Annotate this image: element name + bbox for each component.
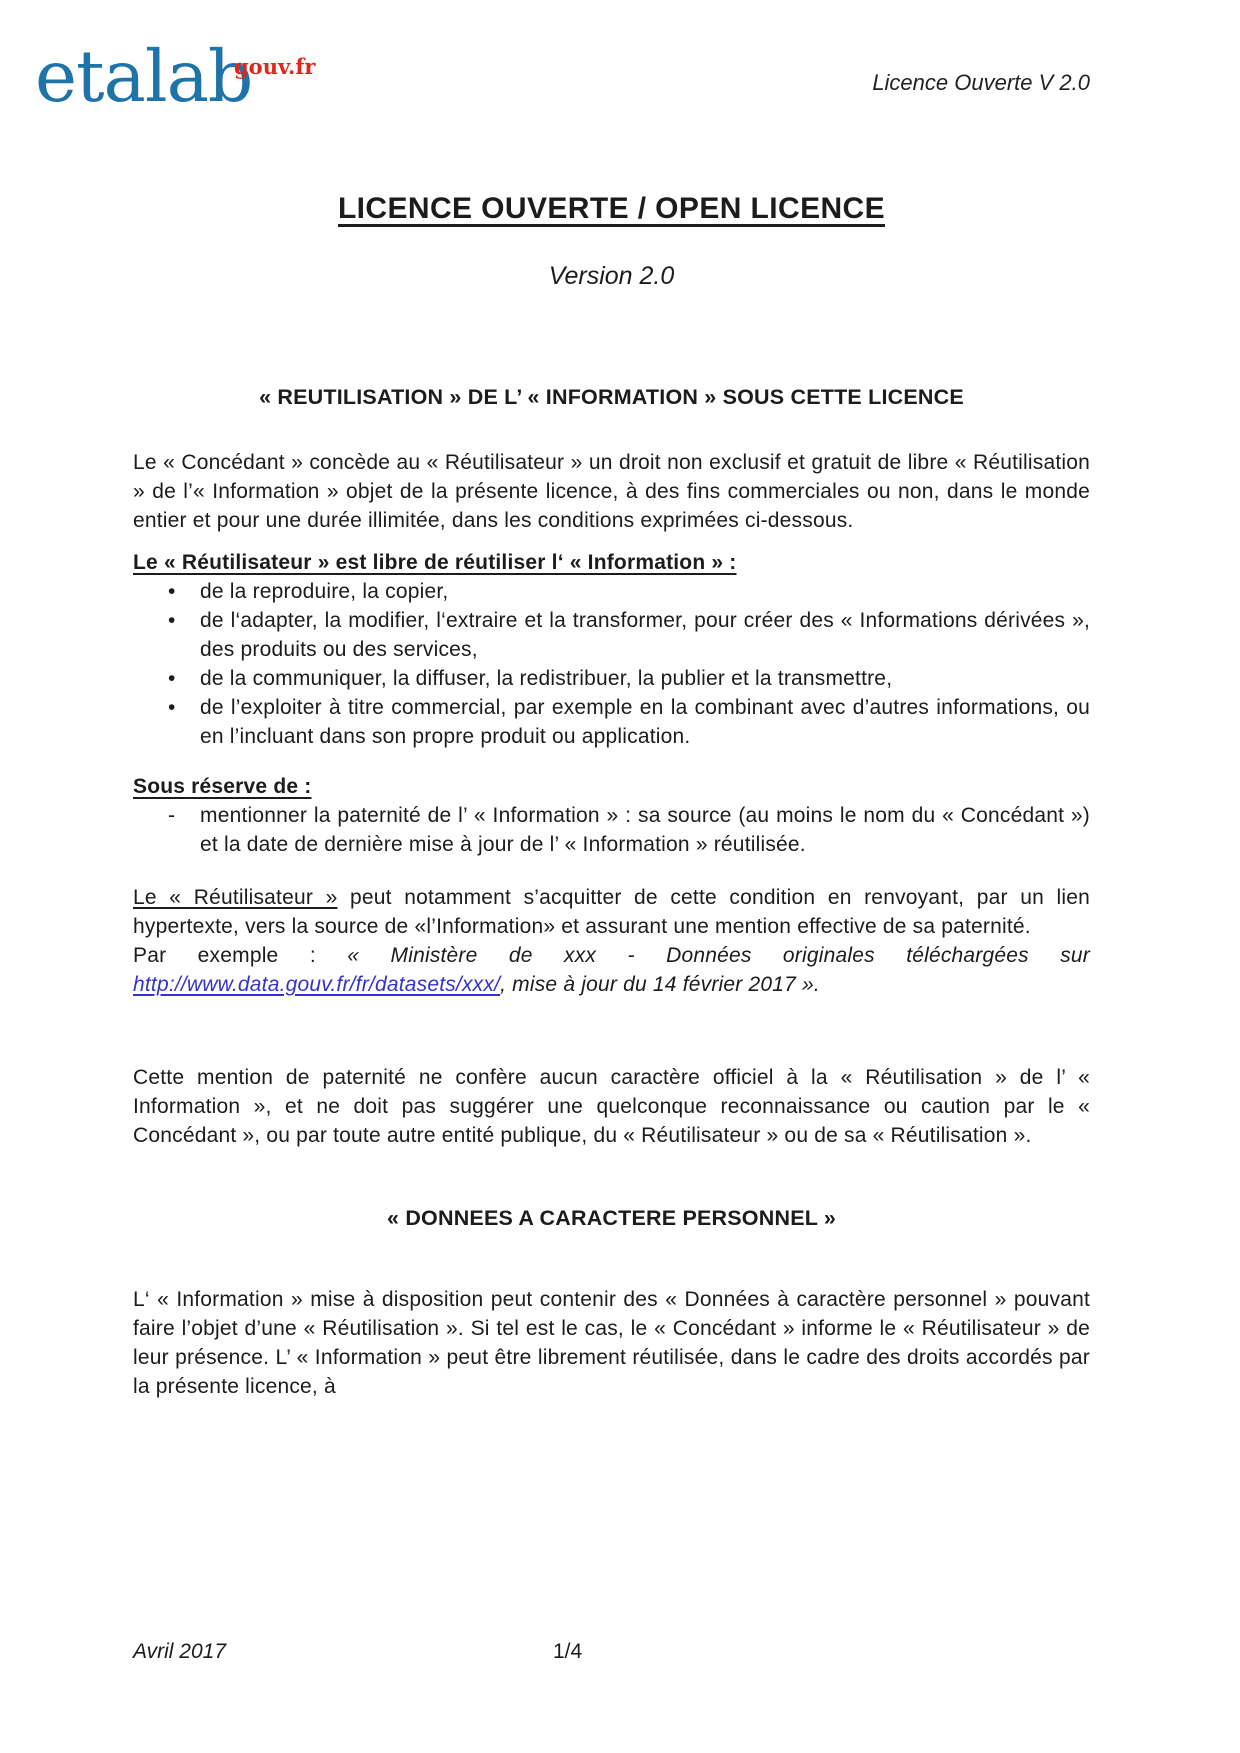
list-item-text: • de la communiquer, la diffuser, la redistribuer, la publier et la transmettre, — [200, 667, 893, 690]
intro-paragraph: Le « Concédant » concède au « Réutilisateur » un droit non exclusif et gratuit de libre « Réutilisation » de l’« Information » objet de la présente licence, à des fins commerciales ou non, dans le monde entier et pour une durée illimitée, dans les conditions exprimées ci-dessous. — [133, 451, 1090, 532]
reserve-list — [133, 801, 1090, 859]
footer-page-number: 1/4 — [553, 1640, 583, 1663]
text-segment: « Ministère de xxx - Données originales téléchargées sur — [347, 944, 1090, 967]
text-segment: peut notamment s’acquitter de cette condition en renvoyant, par un lien hypertexte, vers la source de «l’Information» et assurant une mention effective de sa paternité. — [133, 886, 1090, 938]
list-item — [133, 693, 1090, 751]
etalab-logo — [35, 35, 316, 140]
text-segment: Le « Réutilisateur » — [133, 886, 338, 909]
list-item-text: • de la reproduire, la copier, — [200, 580, 449, 603]
list-item — [133, 606, 1090, 664]
example-paragraph — [133, 941, 1090, 999]
text-segment: , mise à jour du 14 février 2017 ». — [500, 973, 820, 996]
reserve-heading: Sous réserve de : — [133, 775, 312, 798]
document-subtitle: Version 2.0 — [548, 262, 675, 290]
etalab-logo-gouvfr-text: gouv.fr — [234, 54, 316, 79]
free-use-heading: Le « Réutilisateur » est libre de réutiliser l‘ « Information » : — [133, 551, 737, 574]
free-use-list — [133, 577, 1090, 751]
donnees-paragraph: L‘ « Information » mise à disposition peut contenir des « Données à caractère personnel » pouvant faire l’objet d’une « Réutilisation ». Si tel est le cas, le « Concédant » informe le « Réutilisateur » de leur présence. L’ « Information » peut être librement réutilisée, dans le cadre des droits accordés par la présente licence, à — [133, 1288, 1090, 1398]
header-document-version: Licence Ouverte V 2.0 — [872, 70, 1090, 95]
list-item — [133, 801, 1090, 859]
document-title: LICENCE OUVERTE / OPEN LICENCE — [337, 192, 886, 225]
page-header — [0, 0, 1240, 140]
list-item — [133, 577, 1090, 606]
list-item — [133, 664, 1090, 693]
list-item-text: • de l’exploiter à titre commercial, par exemple en la combinant avec d’autres informations, ou en l’incluant dans son propre produit ou application. — [200, 696, 1090, 748]
list-item-text: - mentionner la paternité de l’ « Information » : sa source (au moins le nom du « Concédant ») et la date de dernière mise à jour de l’ « Information » réutilisée. — [200, 804, 1090, 856]
paternity-paragraph: Cette mention de paternité ne confère aucun caractère officiel à la « Réutilisation » de l’ « Information », et ne doit pas suggérer une quelconque reconnaissance ou caution par le « Concédant », ou par toute autre entité publique, du « Réutilisateur » ou de sa « Réutilisation ». — [133, 1066, 1090, 1147]
document-body — [133, 192, 1090, 1401]
etalab-logo-text: etalab — [35, 35, 253, 118]
section-reutilisation-heading: « REUTILISATION » DE L’ « INFORMATION » SOUS CETTE LICENCE — [259, 385, 964, 409]
list-item-text: • de l‘adapter, la modifier, l‘extraire et la transformer, pour créer des « Informations dérivées », des produits ou des services, — [200, 609, 1090, 661]
section-donnees-heading: « DONNEES A CARACTERE PERSONNEL » — [386, 1206, 837, 1230]
footer-date: Avril 2017 — [133, 1640, 227, 1663]
example-url-link[interactable]: http://www.data.gouv.fr/fr/datasets/xxx/ — [133, 973, 501, 996]
text-segment: Par exemple : — [133, 944, 348, 967]
attribution-paragraph — [133, 883, 1090, 941]
